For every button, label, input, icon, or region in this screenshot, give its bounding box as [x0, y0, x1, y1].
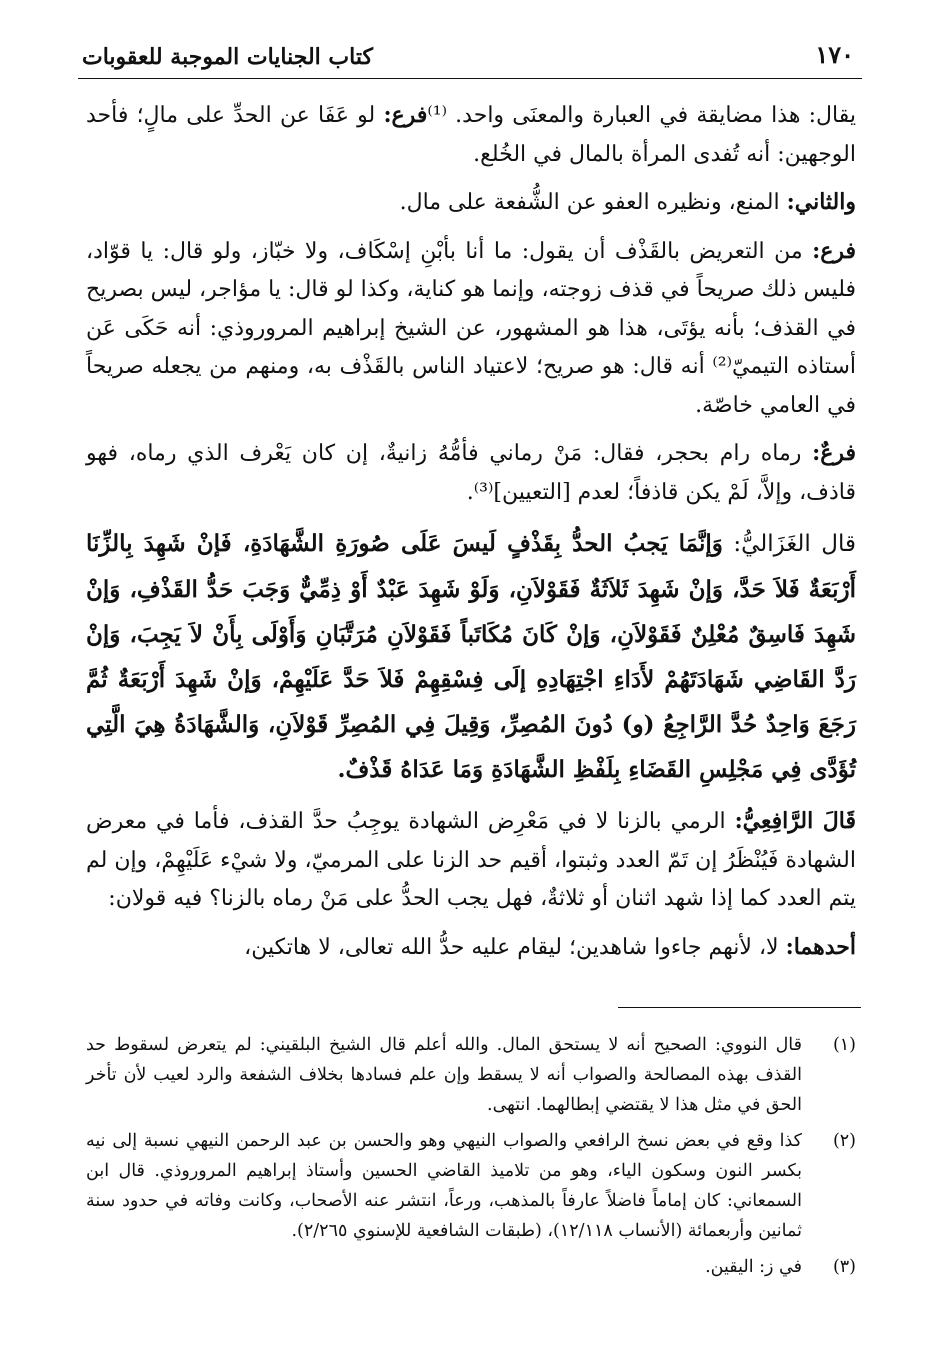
ghazali-matn [86, 521, 856, 792]
paragraph-3 [86, 232, 856, 426]
footnote-number: (٢) [832, 1131, 856, 1151]
branch-label: فرع: [812, 237, 856, 264]
paragraph-4 [86, 434, 856, 512]
footnote-number: (٣) [832, 1257, 856, 1277]
paragraph-1-rest: لو عَفَا عن الحدِّ على مالٍ؛ فأحد الوجهين: أنه تُفدى المرأة بالمال في الخُلع. [86, 103, 856, 167]
footnote-divider [618, 1007, 861, 1008]
second-view-label: والثاني: [786, 189, 856, 215]
paragraph-2-text: المنع، ونظيره العفو عن الشُّفعة على مال. [399, 190, 787, 215]
main-text [86, 96, 856, 976]
paragraph-7-text: لا، لأنهم جاءوا شاهدين؛ ليقام عليه حدُّ الله تعالى، لا هاتكين، [244, 934, 786, 960]
running-header [78, 38, 862, 79]
footnote-item [86, 1126, 856, 1246]
book-title: كتاب الجنايات الموجبة للعقوبات [82, 44, 373, 70]
paragraph-1 [86, 96, 856, 174]
paragraph-6-text: الرمي بالزنا لا في مَعْرِض الشهادة يوجِبُ حدَّ القذف، فأما في معرض الشهادة فَيُنْظَرُ إن تَمّ العدد وثبتوا، أقيم حد الزنا على المرميّ، ولا شيْء عَلَيْهِمْ، وإن لم يتم العدد كما إذا شهد اثنان أو ثلاثةٌ، فهل يجب الحدُّ على مَنْ رماه بالزنا؟ فيه قولان: [86, 809, 857, 911]
paragraph-4-text: رماه رام بحجر، فقال: مَنْ رماني فأمُّهُ زانيةٌ، إن كان يَعْرف الذي رماه، فهو قاذف، وإلاَّ، لَمْ يكن قاذفاً؛ لعدم [التعيين]⁽³⁾. [86, 441, 856, 505]
first-view-label: أحدهما: [785, 933, 856, 960]
branch-label: فرعٌ: [812, 440, 856, 466]
footnote-text: كذا وقع في بعض نسخ الرافعي والصواب النيهي وهو والحسن بن عبد الرحمن النيهي نسبة إلى نيه بكسر النون وسكون الياء، وهو من تلاميذ القاضي الحسين وأستاذ إبراهيم المروروذي. قال ابن السمعاني: كان إماماً فاضلاً عارفاً بالمذهب، ورعاً، انتشر عنه الأصحاب، وكانت وفاته في حدود سنة ثمانين وأربعمائة (الأنساب ١٢/١١٨)، (طبقات الشافعية للإسنوي ٢/٢٦٥). [86, 1131, 802, 1241]
paragraph-1-text: يقال: هذا مضايقة في العبارة والمعنَى واحد. ⁽¹⁾ [427, 103, 856, 128]
paragraph-6 [86, 802, 856, 919]
paragraph-3-text: من التعريض بالقَذْف أن يقول: ما أنا بأبْنِ إسْكَاف، ولا خبّاز، ولو قال: يا قوّاد، فليس ذلك صريحاً في قذف زوجته، وإنما هو كناية، وكذا لو قال: يا مؤاجر، ليس بصريح في القذف؛ بأنه يؤتَى، هذا هو المشهور، عن الشيخ إبراهيم المروروذي: أنه حَكَى عَن أستاذه التيميّ⁽²⁾ أنه قال: هو صريح؛ لاعتياد الناس بالقَذْف به، ومنهم من يجعله صريحاً في العامي خاصّة. [86, 238, 856, 418]
footnote-item [86, 1030, 856, 1120]
ghazali-text: وَإنَّمَا يَجبُ الحدُّ بِقَذْفٍ لَيسَ عَلَى صُورَةِ الشَّهَادَةِ، فَإنْ شَهِدَ بِالزِّنَا أَرْبَعَةٌ فَلاَ حَدَّ، وَإنْ شَهِدَ ثَلاَثَةٌ فَقَوْلاَنِ، وَلَوْ شَهِدَ عَبْدٌ أَوْ ذِمِّيٌّ وَجَبَ حَدُّ القَذْفِ، وَإنْ شَهِدَ فَاسِقٌ مُعْلِنٌ فَقَوْلاَنِ، وَإنْ كَانَ مُكَاتَباً فَقَوْلاَنِ مُرَتَّبَانِ وَأَوْلَى بِأَنْ لاَ يَجِبَ، وَإنْ رَدَّ القَاضِي شَهَادَتَهُمْ لأَدَاءِ اجْتِهَادِهِ إلَى فِسْقِهِمْ فَلاَ حَدَّ عَلَيْهِمْ، وَإنْ شَهِدَ أَرْبَعَةٌ ثُمَّ رَجَعَ وَاحِدٌ حُدَّ الرَّاجِعُ (و) دُونَ المُصِرِّ، وَقِيلَ فِي المُصِرِّ قَوْلاَنِ، وَالشَّهَادَةُ هِيَ الَّتِي تُؤَدَّى فِي مَجْلِسِ القَضَاءِ بِلَفْظِ الشَّهَادَةِ وَمَا عَدَاهُ قَذْفٌ. [86, 530, 856, 783]
footnote-text: في ز: اليقين. [705, 1257, 802, 1277]
paragraph-7 [86, 928, 856, 968]
footnote-text: قال النووي: الصحيح أنه لا يستحق المال. والله أعلم قال الشيخ البلقيني: لم يتعرض لسقوط حد القذف بهذه المصالحة والصواب أنه لا يسقط وإن علم فسادها بخلاف الشفعة والرد لعيب لأن تأخر الحق في مثل هذا لا يقتضي إبطالهما. انتهى. [86, 1035, 802, 1115]
footnote-number: (١) [832, 1035, 856, 1055]
branch-label: فرع: [383, 102, 428, 128]
page-number: ١٧٠ [815, 40, 854, 69]
footnotes [86, 1030, 856, 1288]
rafii-label: قَالَ الرَّافِعِيُّ: [734, 808, 856, 834]
ghazali-lead: قال الغَزَاليُّ: [722, 531, 857, 557]
footnote-item [86, 1252, 856, 1282]
paragraph-2 [86, 183, 856, 223]
